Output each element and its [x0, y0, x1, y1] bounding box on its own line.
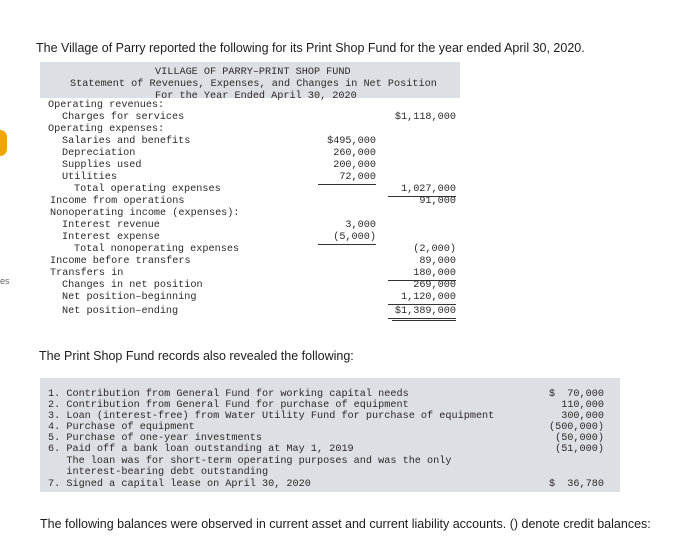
statement-row-amount-col1: 72,000	[318, 172, 376, 185]
item-text: 4. Purchase of equipment	[48, 422, 195, 433]
statement-row-amount-col1: $495,000	[327, 136, 376, 147]
item-amount: (50,000)	[555, 433, 604, 444]
statement-row-label: Total operating expenses	[74, 184, 221, 195]
item-amount: (51,000)	[555, 444, 604, 455]
item-amount: (500,000)	[548, 422, 604, 433]
intro-text: The Village of Parry reported the following for its Print Shop Fund for the year ended April 30, 2020.	[36, 41, 585, 55]
item-text: 6. Paid off a bank loan outstanding at May 1, 2019	[48, 444, 354, 455]
statement-row-label: Interest revenue	[62, 220, 160, 231]
statement-row-label: Utilities	[62, 172, 118, 183]
statement-row-label: Supplies used	[62, 160, 142, 171]
statement-row-label: Income before transfers	[50, 256, 191, 267]
item-text: 5. Purchase of one-year investments	[48, 433, 262, 444]
statement-row-amount-col1: 3,000	[345, 220, 376, 231]
double-underline	[392, 320, 456, 321]
edge-text: es	[0, 276, 10, 286]
item-text: 3. Loan (interest-free) from Water Utility Fund for purchase of equipment	[48, 411, 495, 422]
statement-row-label: Operating expenses:	[48, 124, 165, 135]
item-text: 7. Signed a capital lease on April 30, 2020	[48, 479, 311, 490]
statement-row-amount-col1: (5,000)	[318, 232, 376, 245]
statement-row-amount-col1: 260,000	[333, 148, 376, 159]
statement-row-amount-col2: 89,000	[419, 256, 456, 267]
statement-row-label: Depreciation	[62, 148, 136, 159]
item-amount: $ 70,000	[548, 389, 604, 400]
statement-row-amount-col2: 1,120,000	[388, 292, 456, 305]
statement-title-3: For the Year Ended April 30, 2020	[155, 91, 357, 102]
item-amount: 300,000	[561, 411, 604, 422]
statement-row-amount-col2: $1,118,000	[394, 112, 456, 123]
footer-text: The following balances were observed in current asset and current liability accounts. () denote credit balances:	[40, 517, 651, 531]
item-text: The loan was for short-term operating purposes and was the only	[48, 456, 452, 467]
statement-row-amount-col1: 200,000	[333, 160, 376, 171]
item-text: 1. Contribution from General Fund for working capital needs	[48, 389, 409, 400]
statement-row-label: Net position–beginning	[62, 292, 197, 303]
statement-row-amount-col2: 1,027,000	[388, 184, 456, 197]
item-amount: $ 36,780	[548, 479, 604, 490]
statement-row-label: Total nonoperating expenses	[74, 244, 240, 255]
statement-row-amount-col2: 180,000	[388, 268, 456, 281]
item-text: 2. Contribution from General Fund for purchase of equipment	[48, 400, 409, 411]
statement-row-label: Charges for services	[62, 112, 185, 123]
statement-title-2: Statement of Revenues, Expenses, and Changes in Net Position	[70, 79, 437, 90]
statement-row-label: Income from operations	[50, 196, 185, 207]
statement-row-label: Salaries and benefits	[62, 136, 191, 147]
also-revealed-text: The Print Shop Fund records also revealed the following:	[39, 349, 354, 363]
statement-row-label: Transfers in	[50, 268, 124, 279]
statement-row-amount-col2: 269,000	[413, 280, 456, 291]
statement-row-amount-col2: 91,000	[419, 196, 456, 207]
statement-row-amount-col2: $1,389,000	[388, 306, 456, 319]
item-text: interest-bearing debt outstanding	[48, 467, 269, 478]
statement-row-label: Net position–ending	[62, 306, 179, 317]
statement-row-amount-col2: (2,000)	[413, 244, 456, 255]
left-edge-marker	[0, 130, 7, 156]
statement-row-label: Interest expense	[62, 232, 160, 243]
statement-row-label: Nonoperating income (expenses):	[50, 208, 240, 219]
statement-row-label: Operating revenues:	[48, 100, 165, 111]
statement-title-1: VILLAGE OF PARRY–PRINT SHOP FUND	[155, 67, 351, 78]
statement-row-label: Changes in net position	[62, 280, 203, 291]
item-amount: 110,000	[561, 400, 604, 411]
